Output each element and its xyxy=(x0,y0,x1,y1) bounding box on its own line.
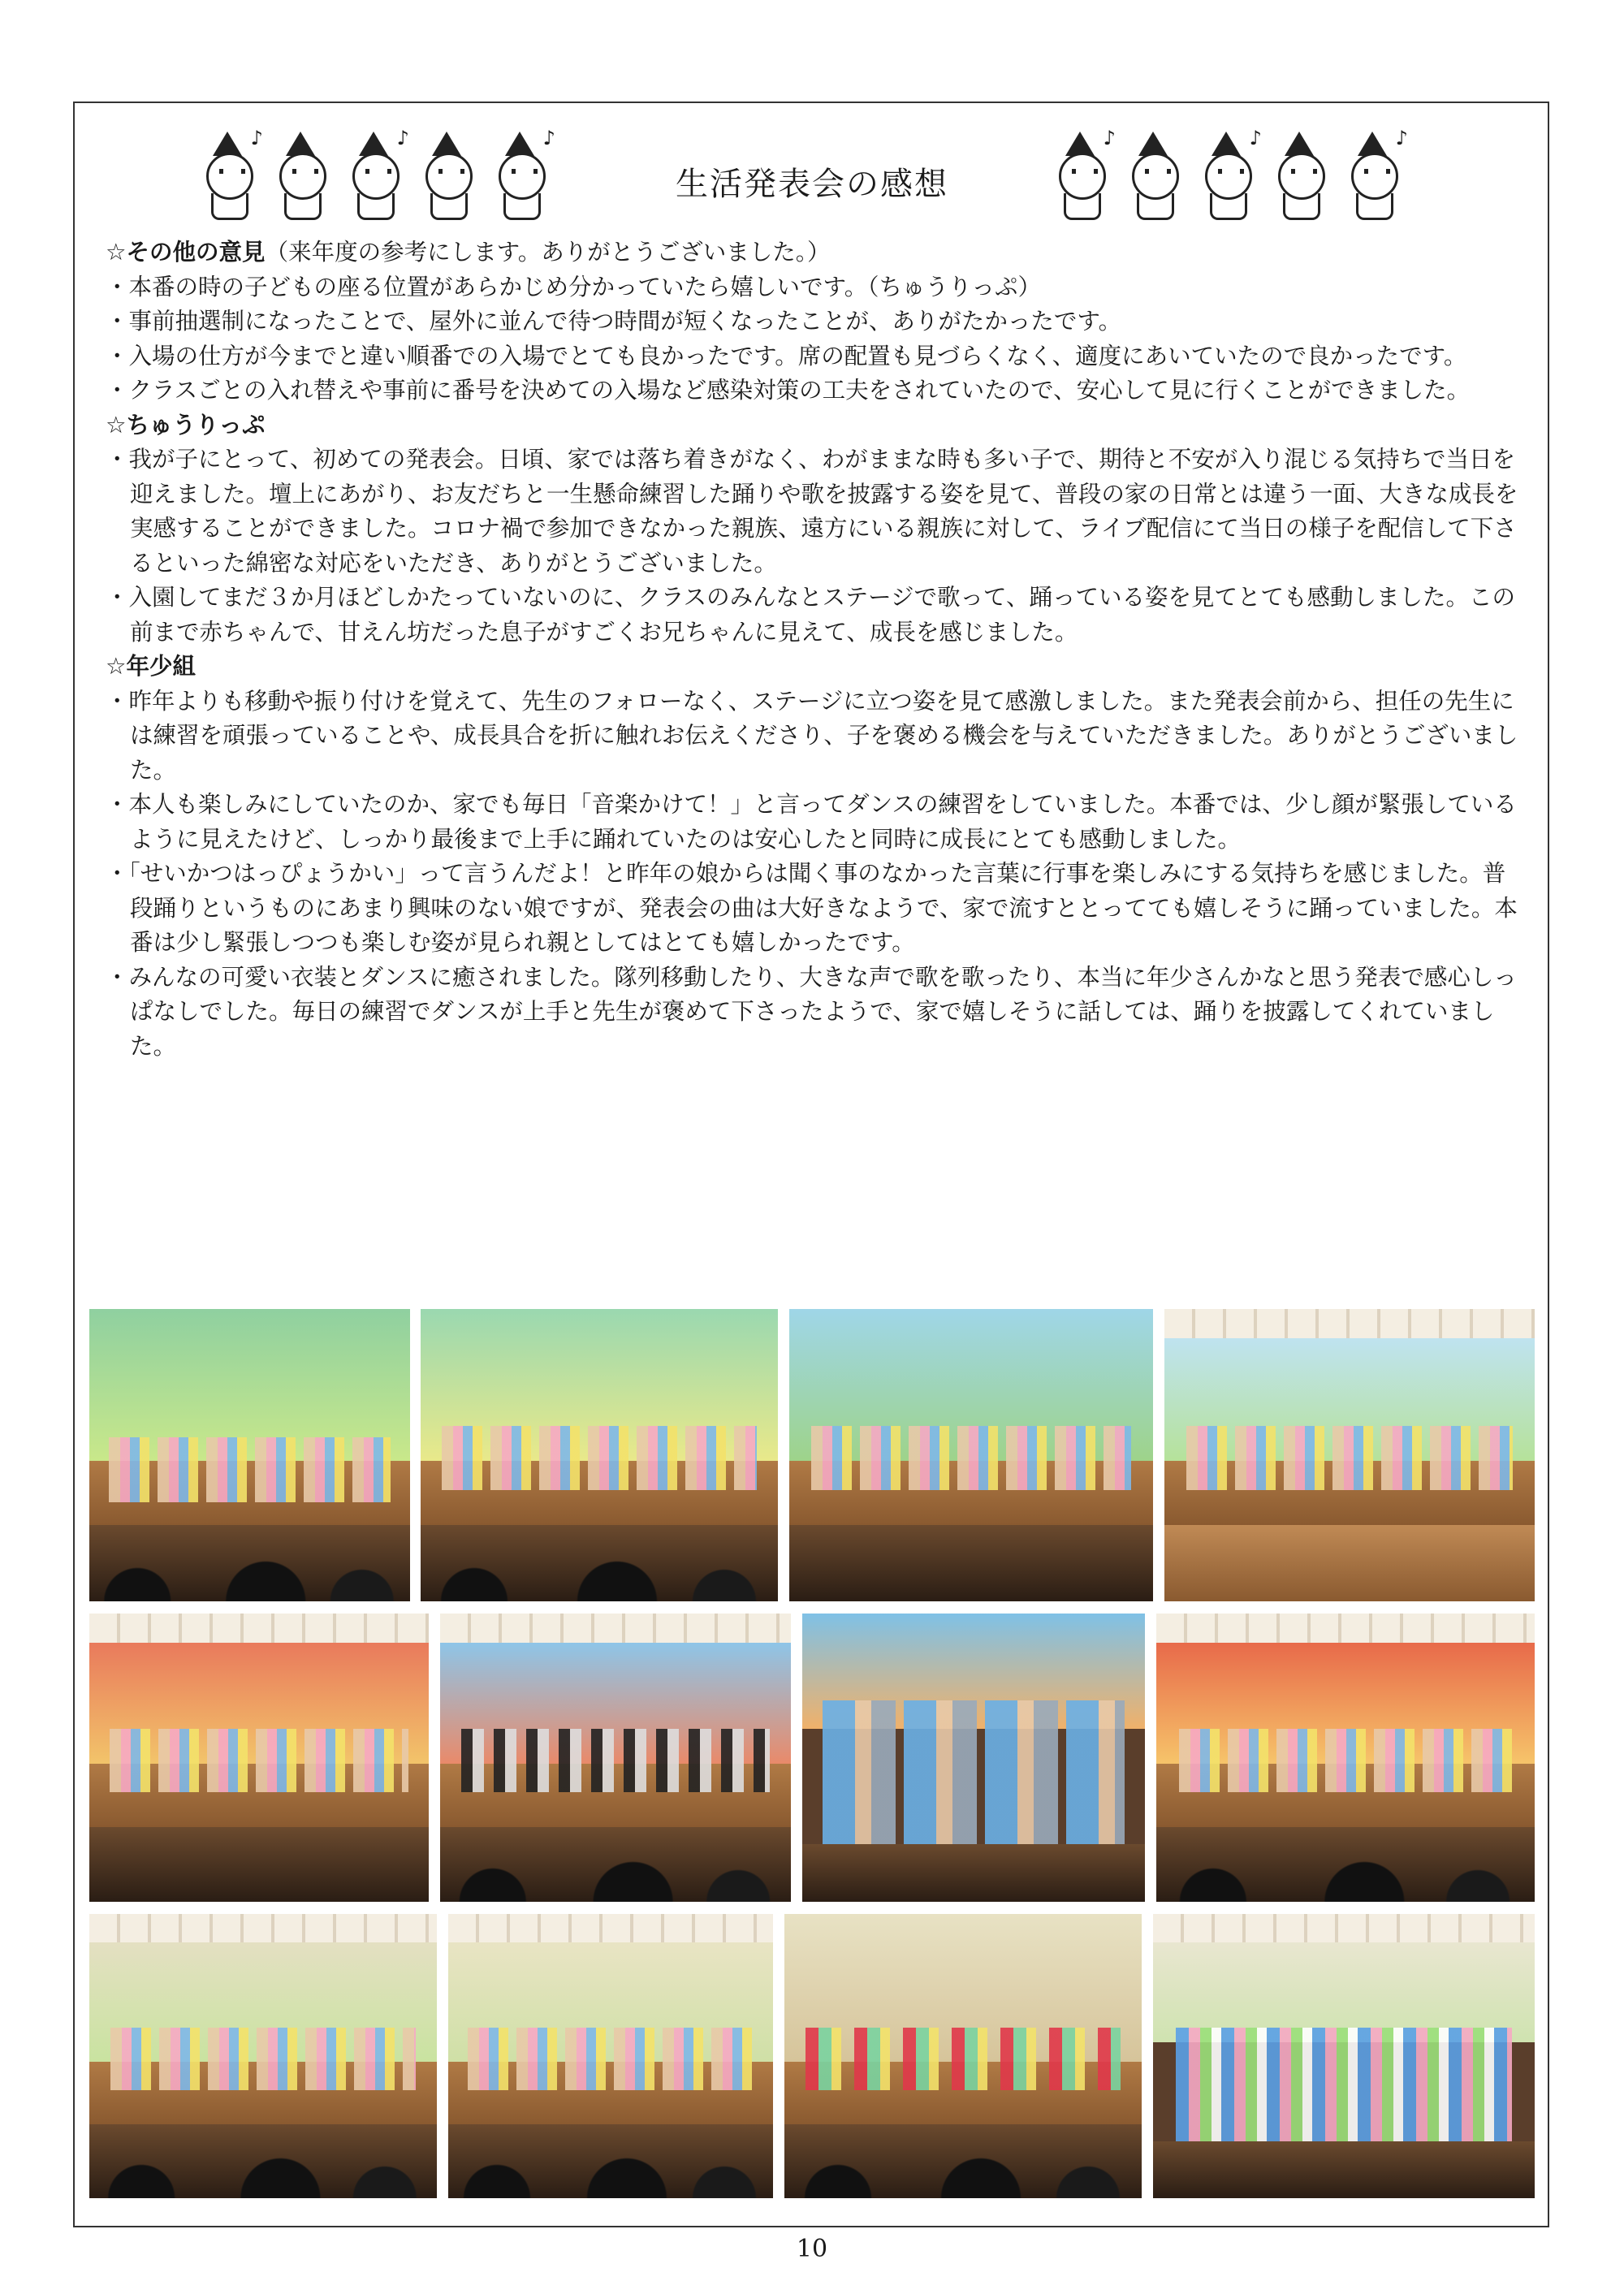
comment-item: ・みんなの可愛い衣装とダンスに癒されました。隊列移動したり、大きな声で歌を歌ったり、本当に年少さんかなと思う発表で感心しっぱなしでした。毎日の練習でダンスが上手と先生が褒めて下さったようで、家で嬉しそうに話しては、踊りを披露してくれていました。 xyxy=(106,963,1517,1060)
child-icon: ♪ xyxy=(195,130,258,219)
stage-photo xyxy=(784,1914,1142,2198)
comment-item: ・事前抽選制になったことで、屋外に並んで待つ時間が短くなったことが、ありがたかったです。 xyxy=(106,308,1122,335)
child-icon xyxy=(1267,130,1330,219)
comment-item: ・我が子にとって、初めての発表会。日頃、家では落ち着きがなく、わがままな時も多い子で、期待と不安が入り混じる気持ちで当日を迎えました。壇上にあがり、お友だちと一生懸命練習した踊りや歌を披露する姿を見て、普段の家の日常とは違う一面、大きな成長を実感することができました。コロナ禍で参加できなかった親族、遠方にいる親族に対して、ライブ配信にて当日の様子を配信して下さるといった綿密な対応をいただき、ありがとうございました。 xyxy=(106,446,1518,577)
child-icon: ♪ xyxy=(487,130,551,219)
section-heading: ☆ちゅうりっぷ xyxy=(106,411,266,438)
section-heading: ☆年少組 xyxy=(106,653,197,680)
stage-photo xyxy=(89,1614,429,1902)
comments-body xyxy=(106,235,1518,1064)
page-number: 10 xyxy=(796,2235,828,2263)
photo-collage xyxy=(89,1309,1535,2198)
stage-photo xyxy=(421,1309,778,1601)
comment-item: ・本人も楽しみにしていたのか、家でも毎日「音楽かけて！」と言ってダンスの練習をしていました。本番では、少し顔が緊張しているように見えたけど、しっかり最後まで上手に踊れていたのは安心したと同時に成長にとても感動しました。 xyxy=(106,791,1517,853)
stage-photo xyxy=(1156,1614,1535,1902)
stage-photo xyxy=(802,1614,1145,1902)
comment-item: ・昨年よりも移動や振り付けを覚えて、先生のフォローなく、ステージに立つ姿を見て感激しました。また発表会前から、担任の先生には練習を頑張っていることや、成長具合を折に触れお伝えくださり、子を褒める機会を与えていただきました。ありがとうございました。 xyxy=(106,687,1518,784)
child-icon: ♪ xyxy=(341,130,404,219)
comment-item: ・クラスごとの入れ替えや事前に番号を決めての入場など感染対策の工夫をされていたので、安心して見に行くことができました。 xyxy=(106,377,1471,404)
stage-photo xyxy=(89,1914,437,2198)
comment-item: ・「せいかつはっぴょうかい」って言うんだよ！と昨年の娘からは聞く事のなかった言葉に行事を楽しみにする気持ちを感じました。普段踊りというものにあまり興味のない娘ですが、発表会の曲は大好きなようで、家で流すととってても嬉しそうに踊っていました。本番は少し緊張しつつも楽しむ姿が見られ親としてはとても嬉しかったです。 xyxy=(106,860,1518,956)
comment-item: ・入園してまだ３か月ほどしかたっていないのに、クラスのみんなとステージで歌って、踊っている姿を見てとても感動しました。この前まで赤ちゃんで、甘えん坊だった息子がすごくお兄ちゃんに見えて、成長を感じました。 xyxy=(106,584,1515,646)
stage-photo xyxy=(440,1614,791,1902)
kids-illustration-right xyxy=(1047,127,1408,227)
section-heading: ☆その他の意見（来年度の参考にします。ありがとうございました。） xyxy=(106,239,831,266)
stage-photo xyxy=(89,1309,410,1601)
stage-photo xyxy=(789,1309,1153,1601)
page-title: 生活発表会の感想 xyxy=(676,166,948,203)
child-icon: ♪ xyxy=(1194,130,1257,219)
child-icon xyxy=(1121,130,1184,219)
stage-photo xyxy=(448,1914,773,2198)
stage-photo xyxy=(1153,1914,1535,2198)
comment-item: ・入場の仕方が今までと違い順番での入場でとても良かったです。席の配置も見づらくなく、適度にあいていたので良かったです。 xyxy=(106,342,1467,369)
child-icon: ♪ xyxy=(1340,130,1403,219)
stage-photo xyxy=(1164,1309,1535,1601)
comment-item: ・本番の時の子どもの座る位置があらかじめ分かっていたら嬉しいです。（ちゅうりっぷ） xyxy=(106,273,1041,300)
child-icon: ♪ xyxy=(1047,130,1111,219)
